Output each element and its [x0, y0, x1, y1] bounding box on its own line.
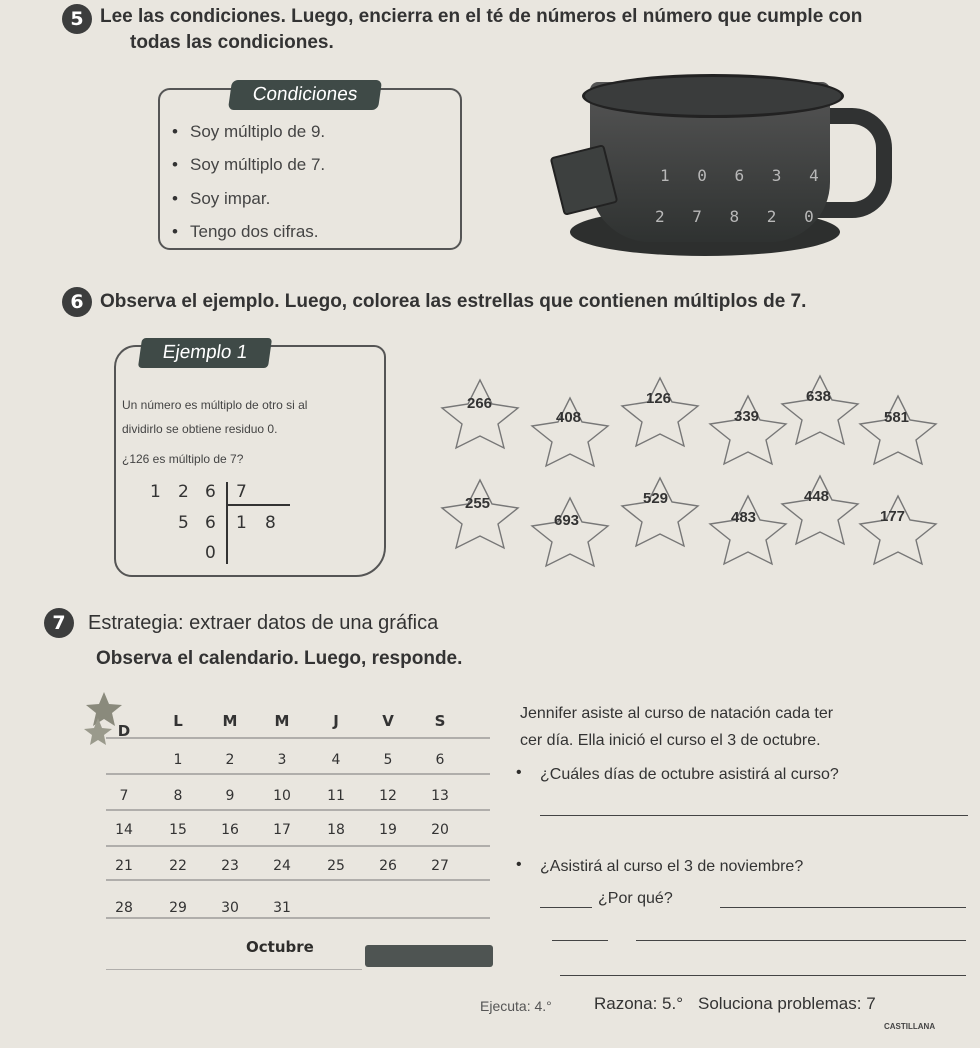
question-3: ¿Por qué? — [598, 890, 673, 907]
star-255[interactable]: 255 — [465, 495, 491, 512]
condition-3: • Soy impar. — [190, 189, 270, 209]
quotient-digit-2: 8 — [265, 513, 276, 533]
answer-line-3a[interactable] — [552, 940, 608, 941]
calendar-day: 15 — [169, 822, 187, 838]
calendar-header-0: D — [117, 722, 131, 740]
footer-bar — [0, 986, 980, 1048]
calendar-day: 4 — [331, 752, 341, 768]
exercise-6-instruction: Observa el ejemplo. Luego, colorea las estrellas que contienen múltiplos de 7. — [100, 291, 807, 312]
bullet-q1: • — [516, 764, 522, 781]
example-question: ¿126 es múltiplo de 7? — [122, 452, 244, 466]
calendar-day: 25 — [327, 858, 345, 874]
calendar-day: 10 — [273, 788, 291, 804]
cup-digit-row-2[interactable]: 2 7 8 2 0 — [655, 207, 823, 226]
calendar-day: 20 — [431, 822, 449, 838]
partial-digit-1: 5 — [178, 513, 189, 533]
star-448[interactable]: 448 — [804, 488, 830, 505]
calendar-day: 11 — [327, 788, 345, 804]
star-177[interactable]: 177 — [880, 508, 906, 525]
divisor: 7 — [236, 482, 247, 502]
story-line-2: cer día. Ella inició el curso el 3 de octubre. — [520, 732, 821, 749]
quotient-digit-1: 1 — [236, 513, 247, 533]
cup-digit-row-1[interactable]: 1 0 6 3 4 — [660, 166, 828, 185]
star-outline-8 — [532, 498, 608, 566]
footer-ejecuta: Ejecuta: 4.° — [480, 998, 552, 1014]
dividend-digit-3: 6 — [205, 482, 216, 502]
star-outline-4 — [710, 396, 786, 464]
calendar-day: 21 — [115, 858, 133, 874]
conditions-title: Condiciones — [228, 80, 382, 110]
calendar-header-6: S — [434, 712, 446, 730]
exercise-5-instruction — [100, 6, 862, 28]
star-126[interactable]: 126 — [646, 390, 672, 407]
calendar-day: 18 — [327, 822, 345, 838]
star-outline-10 — [710, 496, 786, 564]
calendar-day: 26 — [379, 858, 397, 874]
calendar-day: 31 — [273, 900, 291, 916]
calendar-day: 8 — [173, 788, 183, 804]
star-266[interactable]: 266 — [467, 395, 493, 412]
star-581[interactable]: 581 — [884, 409, 910, 426]
calendar-header-4: J — [333, 712, 339, 730]
condition-2: • Soy múltiplo de 7. — [190, 155, 325, 175]
brand-logo: CASTILLANA — [884, 1022, 936, 1031]
star-outline-7 — [442, 480, 518, 548]
instruction-line-1: Lee las condiciones. Luego, encierra en el té de números el número que cumple con — [100, 6, 863, 27]
calendar-day: 28 — [115, 900, 133, 916]
dividend-digit-1: 1 — [150, 482, 161, 502]
exercise-7-badge: 7 — [44, 608, 74, 638]
calendar-day: 14 — [115, 822, 133, 838]
star-339[interactable]: 339 — [734, 408, 760, 425]
story-line-1: Jennifer asiste al curso de natación cada ter — [520, 705, 834, 722]
calendar-day: 2 — [225, 752, 235, 768]
star-408[interactable]: 408 — [556, 409, 582, 426]
star-outline-11 — [782, 476, 858, 544]
exercise-7-instruction: Observa el calendario. Luego, responde. — [96, 648, 463, 669]
exercise-5-instruction-2: todas las condiciones. — [130, 32, 334, 53]
calendar-day: 6 — [435, 752, 445, 768]
calendar-day: 5 — [383, 752, 393, 768]
answer-line-1[interactable] — [540, 815, 968, 816]
calendar-day: 16 — [221, 822, 239, 838]
calendar-day: 23 — [221, 858, 239, 874]
star-638[interactable]: 638 — [806, 388, 832, 405]
calendar-day: 22 — [169, 858, 187, 874]
condition-1: • Soy múltiplo de 9. — [190, 122, 325, 142]
calendar-bar — [365, 945, 493, 967]
answer-line-3b[interactable] — [636, 940, 966, 941]
star-outline-1 — [442, 380, 518, 448]
calendar-day: 7 — [119, 788, 129, 804]
calendar-day: 12 — [379, 788, 397, 804]
question-1: ¿Cuáles días de octubre asistirá al curso? — [540, 766, 839, 783]
bullet-q2: • — [516, 856, 522, 873]
stars-outlines — [440, 370, 960, 570]
star-outline-6 — [860, 396, 936, 464]
calendar-header-1: L — [173, 712, 183, 730]
calendar-day: 13 — [431, 788, 449, 804]
remainder: 0 — [205, 543, 216, 563]
exercise-5-badge: 5 — [62, 4, 92, 34]
star-outline-12 — [860, 496, 936, 564]
calendar-day: 30 — [221, 900, 239, 916]
star-483[interactable]: 483 — [731, 509, 757, 526]
condition-4: • Tengo dos cifras. — [190, 222, 319, 242]
example-title: Ejemplo 1 — [138, 338, 272, 368]
calendar-day: 29 — [169, 900, 187, 916]
division-horizontal-line — [226, 504, 290, 506]
footer-razona: Razona: 5.° — [594, 994, 684, 1013]
star-693[interactable]: 693 — [554, 512, 580, 529]
answer-line-2b[interactable] — [720, 907, 966, 908]
example-text-1: Un número es múltiplo de otro si al — [122, 398, 308, 412]
question-2: ¿Asistirá al curso el 3 de noviembre? — [540, 858, 804, 875]
footer-soluciona: Soluciona problemas: 7 — [698, 994, 876, 1013]
calendar-day: 9 — [225, 788, 235, 804]
calendar-day: 1 — [173, 752, 183, 768]
cup-rim-image — [582, 74, 844, 118]
calendar-header-2: M — [222, 712, 238, 730]
partial-digit-2: 6 — [205, 513, 216, 533]
exercise-6-badge: 6 — [62, 287, 92, 317]
calendar-header-3: M — [274, 712, 290, 730]
example-text-2: dividirlo se obtiene residuo 0. — [122, 422, 278, 436]
calendar-day: 27 — [431, 858, 449, 874]
dividend-digit-2: 2 — [178, 482, 189, 502]
star-outline-5 — [782, 376, 858, 444]
calendar-day: 24 — [273, 858, 291, 874]
calendar-day: 17 — [273, 822, 291, 838]
division-vertical-line — [226, 482, 228, 564]
calendar-day: 19 — [379, 822, 397, 838]
strategy-title: Estrategia: extraer datos de una gráfica — [88, 612, 439, 634]
calendar-header-5: V — [382, 712, 394, 730]
star-outline-9 — [622, 478, 698, 546]
calendar-day: 3 — [277, 752, 287, 768]
star-outline-3 — [622, 378, 698, 446]
answer-line-2a[interactable] — [540, 907, 592, 908]
month-label: Octubre — [246, 938, 314, 956]
star-529[interactable]: 529 — [643, 490, 669, 507]
answer-line-4[interactable] — [560, 975, 966, 976]
